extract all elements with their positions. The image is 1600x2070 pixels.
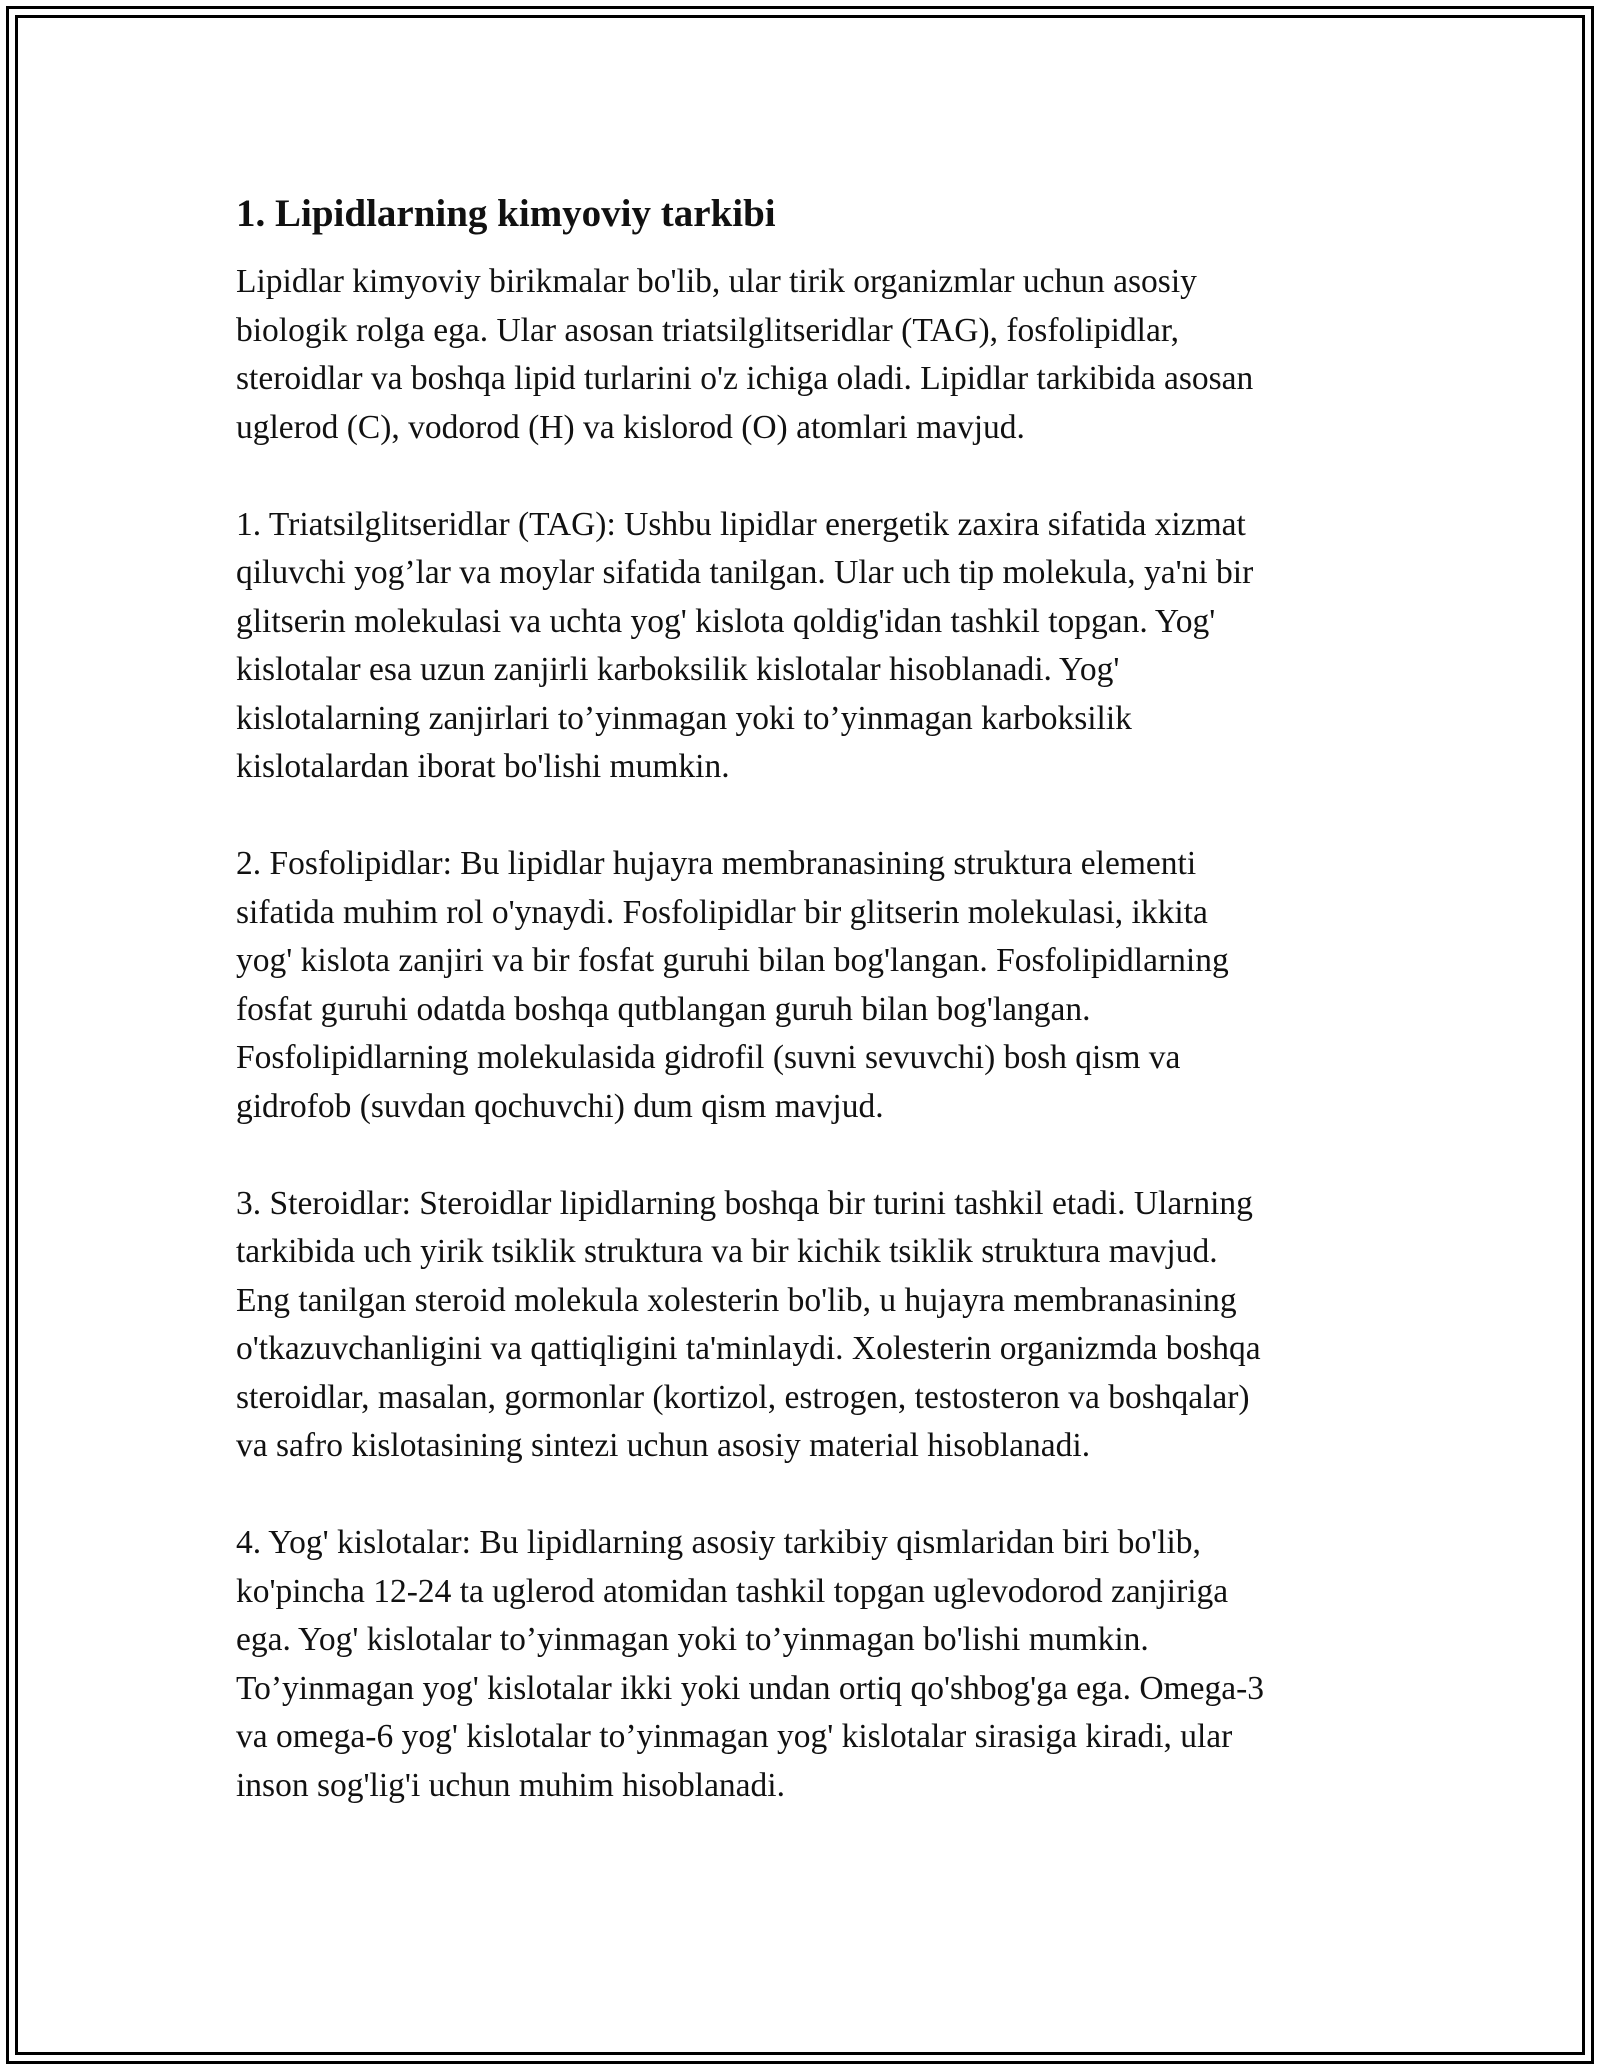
paragraph-intro [236, 258, 1376, 452]
text-line: tarkibida uch yirik tsiklik struktura va bir kichik tsiklik struktura mavjud. [236, 1233, 1218, 1270]
text-line: inson sog'lig'i uchun muhim hisoblanadi. [236, 1766, 785, 1804]
text-line: steroidlar va boshqa lipid turlarini o'z ichiga oladi. Lipidlar tarkibida asosan [236, 360, 1254, 397]
text-line: Fosfolipidlarning molekulasida gidrofil (suvni sevuvchi) bosh qism va [236, 1039, 1181, 1076]
text-line: yog' kislota zanjiri va bir fosfat guruhi bilan bog'langan. Fosfolipidlarning [236, 942, 1229, 979]
text-line: Eng tanilgan steroid molekula xolesterin bo'lib, u hujayra membranasining [236, 1281, 1237, 1319]
paragraph-fosfolipidlar [236, 840, 1376, 1131]
text-line: 2. Fosfolipidlar: Bu lipidlar hujayra membranasining struktura elementi [236, 845, 1197, 882]
text-line: kislotalarning zanjirlari to’yinmagan yoki to’yinmagan karboksilik [236, 699, 1132, 737]
text-line: ko'pincha 12-24 ta uglerod atomidan tashkil topgan uglevodorod zanjiriga [236, 1572, 1229, 1610]
text-line: glitserin molekulasi va uchta yog' kislota qoldig'idan tashkil topgan. Yog' [236, 602, 1216, 640]
text-line: 3. Steroidlar: Steroidlar lipidlarning boshqa bir turini tashkil etadi. Ularning [236, 1184, 1253, 1222]
text-line: fosfat guruhi odatda boshqa qutblangan guruh bilan bog'langan. [236, 990, 1091, 1028]
text-line: 1. Triatsilglitseridlar (TAG): Ushbu lipidlar energetik zaxira sifatida xizmat [236, 505, 1246, 543]
section-heading: 1. Lipidlarning kimyoviy tarkibi [236, 192, 776, 235]
text-line: kislotalardan iborat bo'lishi mumkin. [236, 748, 730, 785]
text-line: Lipidlar kimyoviy birikmalar bo'lib, ular tirik organizmlar uchun asosiy [236, 263, 1197, 300]
text-line: To’yinmagan yog' kislotalar ikki yoki undan ortiq qo'shbog'ga ega. Omega-3 [236, 1669, 1264, 1707]
document-body [236, 188, 1376, 1859]
text-line: sifatida muhim rol o'ynaydi. Fosfolipidlar bir glitserin molekulasi, ikkita [236, 893, 1208, 931]
text-line: va omega-6 yog' kislotalar to’yinmagan yog' kislotalar sirasiga kiradi, ular [236, 1718, 1233, 1755]
text-line: uglerod (C), vodorod (H) va kislorod (O) atomlari mavjud. [236, 408, 1025, 446]
text-line: kislotalar esa uzun zanjirli karboksilik kislotalar hisoblanadi. Yog' [236, 651, 1120, 688]
text-line: 4. Yog' kislotalar: Bu lipidlarning asosiy tarkibiy qismlaridan biri bo'lib, [236, 1524, 1201, 1561]
text-line: o'tkazuvchanligini va qattiqligini ta'minlaydi. Xolesterin organizmda boshqa [236, 1330, 1261, 1367]
text-line: steroidlar, masalan, gormonlar (kortizol, estrogen, testosteron va boshqalar) [236, 1378, 1250, 1416]
paragraph-triatsilglitseridlar [236, 501, 1376, 792]
text-line: ega. Yog' kislotalar to’yinmagan yoki to’yinmagan bo'lishi mumkin. [236, 1621, 1149, 1658]
text-line: biologik rolga ega. Ular asosan triatsilglitseridlar (TAG), fosfolipidlar, [236, 311, 1180, 349]
text-line: va safro kislotasining sintezi uchun asosiy material hisoblanadi. [236, 1427, 1091, 1464]
paragraph-yog-kislotalar [236, 1519, 1376, 1810]
paragraph-steroidlar [236, 1180, 1376, 1471]
text-line: qiluvchi yog’lar va moylar sifatida tanilgan. Ular uch tip molekula, ya'ni bir [236, 554, 1254, 591]
text-line: gidrofob (suvdan qochuvchi) dum qism mavjud. [236, 1087, 884, 1125]
